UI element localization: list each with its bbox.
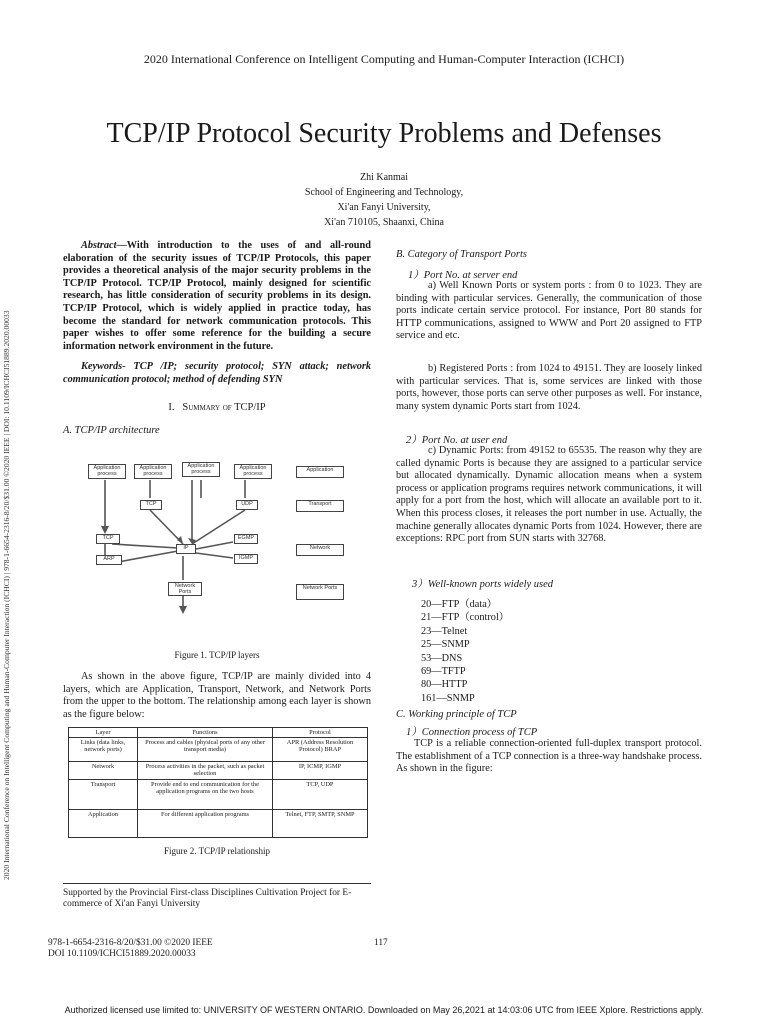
fig1-egmp: EGMP: [234, 534, 258, 544]
fig1-app-process-2: Application process: [134, 464, 172, 479]
fig1-app-process-1: Application process: [88, 464, 126, 479]
section-1-heading: [63, 402, 371, 413]
subsection-a-heading: A. TCP/IP architecture: [63, 425, 160, 436]
fig1-layer-transport: Transport: [296, 500, 344, 512]
subsection-b2-heading: 2）Port No. at user end: [406, 435, 508, 446]
fig1-tcp-mid: TCP: [96, 534, 120, 544]
side-identifier-strip: 2020 International Conference on Intelligent Computing and Human-Computer Interaction (ICHCI) | 978-1-6654-2316-8/20/$31.00 ©2020 IEEE | DOI: 10.1109/ICHCI51889.2020.00033: [2, 310, 11, 880]
isbn-doi-block: [48, 938, 213, 960]
section-1-number: I.: [168, 402, 175, 413]
figure-1-diagram: [88, 460, 350, 620]
author-name: Zhi Kanmai: [359, 172, 409, 183]
table-header-cell: Functions: [138, 728, 273, 738]
table-row: [69, 779, 368, 809]
list-item: 25—SNMP: [421, 639, 470, 651]
figure-2-caption: Figure 2. TCP/IP relationship: [163, 846, 270, 856]
fig1-layer-application: Application: [296, 466, 344, 478]
table-cell: Application: [69, 809, 138, 837]
isbn: 978-1-6654-2316-8/20/$31.00 ©2020 IEEE: [48, 938, 213, 948]
fig1-igmp: IGMP: [234, 554, 258, 564]
author-address: Xi'an 710105, Shaanxi, China: [324, 217, 444, 228]
table-header-row: [69, 728, 368, 738]
abstract-text: —With introduction to the uses of and all-round elaboration of the security issues of TCP/IP Protocols, this paper provides a theoretical analysis of the major security problems in the TCP/IP Protocol. TCP/IP Protocol, mainly designed for scientific research, has little consideration of security problems in its design. TCP/IP Protocol, which is widely applied in practice today, has become the standard for network communication protocols. This paper wishes to offer some reference for the building a secure information network environment in the future.: [63, 240, 371, 352]
footnote-rule: [63, 883, 371, 884]
paragraph-registered-ports: b) Registered Ports : from 1024 to 49151. They are loosely linked with particular services. That is, some services are linked with those ports, however, those ports can serve other purposes as well. For instance, many system dynamic Ports start from 1024.: [396, 363, 702, 412]
fig1-tcp-top: TCP: [140, 500, 162, 510]
table-cell: APR (Address Resolution Protocol) BRAP: [273, 738, 368, 762]
table-cell: TCP, UDP: [273, 779, 368, 809]
subsection-b-heading: B. Category of Transport Ports: [396, 249, 527, 260]
fig1-layer-network-ports: Network Ports: [296, 584, 344, 600]
author-affiliation-1: School of Engineering and Technology,: [304, 187, 464, 198]
subsection-b3-heading: 3）Well-known ports widely used: [412, 579, 554, 590]
layers-table: [68, 727, 368, 838]
fig1-app-process-4: Application process: [234, 464, 272, 479]
fig1-arp: ARP: [96, 555, 122, 565]
table-row: [69, 762, 368, 779]
list-item: 80—HTTP: [421, 679, 468, 691]
section-1-title: Summary of TCP/IP: [182, 402, 266, 413]
table-cell: Network: [69, 762, 138, 779]
doi: DOI 10.1109/ICHCI51889.2020.00033: [48, 949, 196, 959]
list-item: 20—FTP（data）: [421, 599, 498, 610]
keywords: Keywords- TCP /IP; security protocol; SYN attack; network communication protocol; method of defending SYN: [63, 361, 371, 385]
table-cell: For different application programs: [138, 809, 273, 837]
fig1-network-ports: Network Ports: [168, 582, 202, 596]
list-item: 23—Telnet: [421, 625, 468, 637]
figure-1-caption: Figure 1. TCP/IP layers: [174, 650, 260, 660]
subsection-b1-heading: 1）Port No. at server end: [408, 270, 518, 281]
author-block: [0, 170, 768, 230]
abstract-label: Abstract: [81, 240, 117, 251]
fig1-ip: IP: [176, 544, 196, 554]
license-footer: Authorized licensed use limited to: UNIVERSITY OF WESTERN ONTARIO. Downloaded on May 26,2021 at 14:03:06 UTC from IEEE Xplore. Restrictions apply.: [64, 1005, 704, 1015]
paragraph-dynamic-ports: c) Dynamic Ports: from 49152 to 65535. The reason why they are called dynamic Ports is because they are assigned to a particular service but allocated dynamically. Dynamic allocation means when a system process or application programs requires network communications, it will apply for a port from the host, which will allocate an available port to it. When this process closes, it releases the port number in use. Actually, the machine generally allocates dynamic Ports from 1024. However, there are exceptions: RPC port from SUN starts with 32768.: [396, 445, 702, 545]
subsection-c1-heading: 1）Connection process of TCP: [406, 727, 538, 738]
subsection-c-heading: C. Working principle of TCP: [396, 709, 517, 720]
table-row: [69, 738, 368, 762]
table-cell: Telnet, FTP, SMTP, SNMP: [273, 809, 368, 837]
list-item: 53—DNS: [421, 652, 463, 664]
table-cell: Provide end to end communication for the application programs on the two hosts: [138, 779, 273, 809]
fig1-udp: UDP: [236, 500, 258, 510]
table-cell: Links (data links, network ports): [69, 738, 138, 762]
paragraph-as-shown: As shown in the above figure, TCP/IP are mainly divided into 4 layers, which are Application, Transport, Network, and Network Ports from the upper to the bottom. The relationship among each layer is shown as the figure below:: [63, 671, 371, 720]
list-item: 161—SNMP: [421, 692, 475, 704]
table-cell: Transport: [69, 779, 138, 809]
paragraph-well-known-ports: a) Well Known Ports or system ports : from 0 to 1023. They are binding with particular services. Generally, the communication of those ports indicate certain service protocol. For instance, Port 80 stands for HTTP communications, assigned to WWW and Port 20 assigned to FTP service and etc.: [396, 280, 702, 342]
layers-table-grid: [68, 727, 368, 838]
page-number: 117: [374, 938, 388, 948]
table-cell: IP, ICMP, IGMP: [273, 762, 368, 779]
author-affiliation-2: Xi'an Fanyi University,: [337, 202, 431, 213]
ports-list: [421, 598, 509, 705]
list-item: 69—TFTP: [421, 666, 466, 678]
table-row: [69, 809, 368, 837]
fig1-app-process-3: Application process: [182, 462, 220, 477]
table-cell: Process and cables (physical ports of any other transport media): [138, 738, 273, 762]
list-item: 21—FTP（control）: [421, 612, 510, 624]
fig1-layer-network: Network: [296, 544, 344, 556]
table-header-cell: Layer: [69, 728, 138, 738]
conference-header: 2020 International Conference on Intelligent Computing and Human-Computer Interaction (ICHCI): [143, 52, 625, 66]
footnote: Supported by the Provincial First-class Disciplines Cultivation Project for E-commerce of Xi'an Fanyi University: [63, 888, 352, 909]
table-cell: Process activities in the packet, such as packet selection: [138, 762, 273, 779]
paragraph-tcp-connection: TCP is a reliable connection-oriented full-duplex transport protocol. The establishment of a TCP connection is a three-way handshake process. As shown in the figure:: [396, 738, 702, 775]
paper-title: TCP/IP Protocol Security Problems and Defenses: [106, 118, 662, 149]
table-header-cell: Protocol: [273, 728, 368, 738]
abstract: [63, 240, 371, 353]
